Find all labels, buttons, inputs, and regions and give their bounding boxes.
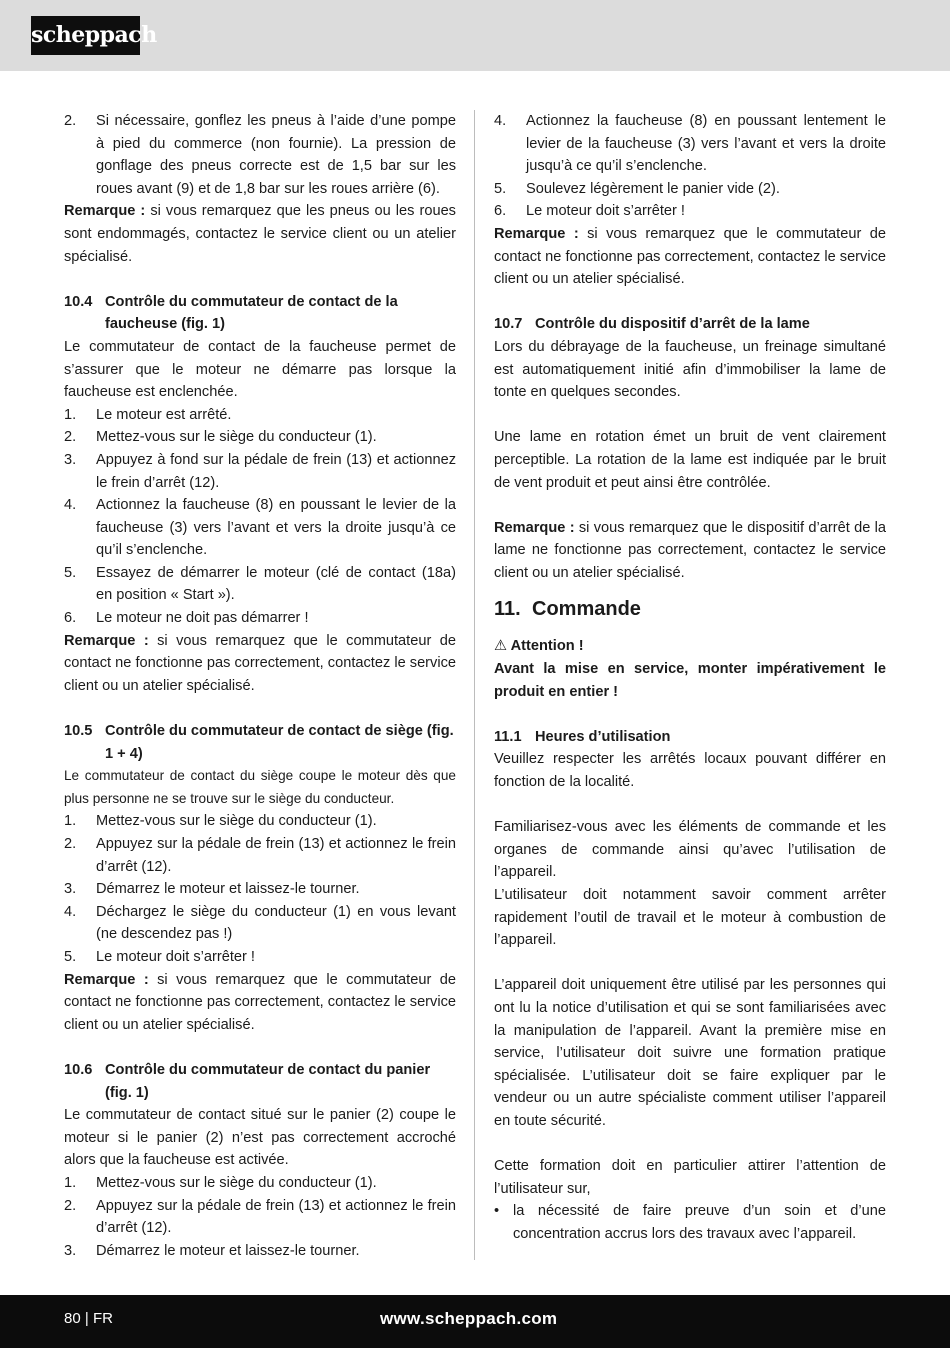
list-text: la nécessité de faire preuve d’un soin et d’une concentration accrus lors des travaux avec l’appareil. [513,1203,886,1242]
note: Remarque : si vous remarquez que le commutateur de contact ne fonctionne pas correctement, contactez le service client ou un atelier spécialisé. [64,632,456,694]
list-number: 5. [64,948,77,965]
list-text: Mettez-vous sur le siège du conducteur (1). [96,1174,377,1191]
list-item: 2. Si nécessaire, gonflez les pneus à l’aide d’une pompe à pied du commerce (non fournie). La pression de gonflage des pneus correcte est de 1,5 bar sur les roues avant (9) et de 1,8 bar sur les roues arrière (6). [64,113,456,197]
note: Remarque : si vous remarquez que le dispositif d’arrêt de la lame ne fonctionne pas correctement, contactez le service client ou un atelier spécialisé. [494,519,886,581]
list-item [494,1200,886,1245]
list-number: 2. [64,836,77,852]
brand-logo: scheppach [31,16,140,55]
bullet-list [494,1200,886,1245]
note: Remarque : si vous remarquez que les pneus ou les roues sont endommagés, contactez le service client ou un atelier spécialisé. [64,203,456,265]
paragraph: L’appareil doit uniquement être utilisé par les personnes qui ont lu la notice d’utilisation et qui se sont familiarisées avec la manipulation de l’appareil. Avant la première mise en service, l’utilisateur doit suivre une formation pratique spécialisée. L’utilisateur doit se faire expliquer par le vendeur ou un autre spécialiste comment utiliser l’appareil en toute sécurité. [494,977,886,1129]
section-heading-10-7: 10.7 Contrôle du dispositif d’arrêt de la lame [494,316,810,333]
list-text: Le moteur est arrêté. [96,406,232,423]
steps-list [64,1172,456,1262]
attention-label: ⚠ Attention ! [494,637,584,655]
right-column [494,110,886,1246]
list-text: Appuyez à fond sur la pédale de frein (13) et actionnez le frein d’arrêt (12). [96,451,456,491]
list-item [64,449,456,494]
list-item [64,1240,456,1263]
page-header [0,0,950,71]
list-number: 4. [494,113,507,129]
list-number: 3. [64,1242,77,1259]
page-footer [0,1295,950,1348]
note: Remarque : si vous remarquez que le commutateur de contact ne fonctionne pas correctement, contactez le service client ou un atelier spécialisé. [494,225,886,288]
paragraph: Familiarisez-vous avec les éléments de commande et les organes de commande ainsi qu’avec l’utilisation de l’appareil. [494,819,886,881]
section-heading-10-6: 10.6 Contrôle du commutateur de contact du panier (fig. 1) [64,1061,431,1101]
steps-list [64,404,456,630]
list-item [64,494,456,562]
section-intro: Le commutateur de contact situé sur le panier (2) coupe le moteur si le panier (2) n’est pas correctement accroché alors que la faucheuse est activée. [64,1107,456,1169]
list-text: Démarrez le moteur et laissez-le tourner. [96,1242,360,1259]
page-number: 80 | FR [64,1310,113,1327]
steps-list [64,810,456,968]
note: Remarque : si vous remarquez que le commutateur de contact ne fonctionne pas correctement, contactez le service client ou un atelier spécialisé. [64,971,456,1033]
list-item [64,946,456,969]
steps-list [494,110,886,223]
section-heading-11-1: 11.1 Heures d’utilisation [494,728,671,745]
list-text: Déchargez le siège du conducteur (1) en vous levant (ne descendez pas !) [96,903,456,943]
list-text: Essayez de démarrer le moteur (clé de contact (18a) en position « Start »). [96,564,456,604]
list-number: 1. [64,406,77,423]
list-text: Actionnez la faucheuse (8) en poussant lentement le levier de la faucheuse (3) vers l’avant et vers la droite jusqu’à ce qu’il s’enclenche. [526,113,886,175]
list-number: 4. [64,903,77,920]
list-number: 3. [64,451,77,468]
list-item [64,562,456,607]
list-text: Soulevez légèrement le panier vide (2). [526,180,780,197]
list-text: Mettez-vous sur le siège du conducteur (1). [96,429,377,446]
list-item [64,1172,456,1195]
list-item [64,833,456,878]
list-item [494,178,886,201]
list-item [64,901,456,946]
list-item [64,404,456,427]
warning-icon: ⚠ [494,637,508,655]
list-number: 4. [64,497,77,514]
list-number: 2. [64,1197,77,1214]
list-number: 3. [64,881,77,898]
list-number: 2. [64,429,77,446]
section-heading-10-4: 10.4 Contrôle du commutateur de contact de la faucheuse (fig. 1) [64,293,398,333]
section-intro: Le commutateur de contact du siège coupe le moteur dès que plus personne ne se trouve sur le siège du conducteur. [64,768,456,806]
list-number: 5. [494,180,507,197]
paragraph: Cette formation doit en particulier attirer l’attention de l’utilisateur sur, [494,1158,886,1197]
list-text: Appuyez sur la pédale de frein (13) et actionnez le frein d’arrêt (12). [96,836,456,875]
list-text: Mettez-vous sur le siège du conducteur (1). [96,813,377,830]
list-number: 1. [64,1174,77,1191]
list-number: 5. [64,564,77,581]
paragraph: Lors du débrayage de la faucheuse, un freinage simultané est automatiquement initié afin d’immobiliser la lame de tonte en quelques secondes. [494,338,886,401]
section-intro: Le commutateur de contact de la faucheuse permet de s’assurer que le moteur ne démarre pas lorsque la faucheuse est enclenchée. [64,338,456,401]
list-text: Le moteur doit s’arrêter ! [526,203,685,220]
left-column [64,110,456,1262]
list-item [64,810,456,833]
section-heading-10-5: 10.5 Contrôle du commutateur de contact de siège (fig. 1 + 4) [64,723,454,762]
list-item [494,110,886,178]
paragraph: L’utilisateur doit notamment savoir comment arrêter rapidement l’outil de travail et le moteur à combustion de l’appareil. [494,887,886,949]
list-text: Le moteur ne doit pas démarrer ! [96,610,309,627]
website-link[interactable]: www.scheppach.com [380,1309,558,1328]
paragraph: Veuillez respecter les arrêtés locaux pouvant différer en fonction de la localité. [494,751,886,791]
list-item [64,426,456,449]
bullet-marker: • [494,1203,500,1220]
list-text: Actionnez la faucheuse (8) en poussant le levier de la faucheuse (3) vers l’avant et vers la droite jusqu’à ce qu’il s’enclenche. [96,497,456,559]
list-item [494,200,886,223]
list-item [64,1195,456,1240]
list-number: 6. [494,203,507,220]
section-heading-11: 11. Commande [494,598,641,621]
list-item [64,607,456,630]
column-divider [474,110,475,1260]
list-text: Démarrez le moteur et laissez-le tourner. [96,881,360,898]
list-number: 6. [64,610,77,627]
list-item [64,878,456,901]
list-number: 1. [64,813,77,830]
attention-text: Avant la mise en service, monter impérativement le produit en entier ! [494,661,886,700]
paragraph: Une lame en rotation émet un bruit de vent clairement perceptible. La rotation de la lame est indiquée par le bruit de vent produit et peut ainsi être contrôlée. [494,429,886,491]
list-text: Appuyez sur la pédale de frein (13) et actionnez le frein d’arrêt (12). [96,1197,456,1237]
list-text: Le moteur doit s’arrêter ! [96,948,255,965]
